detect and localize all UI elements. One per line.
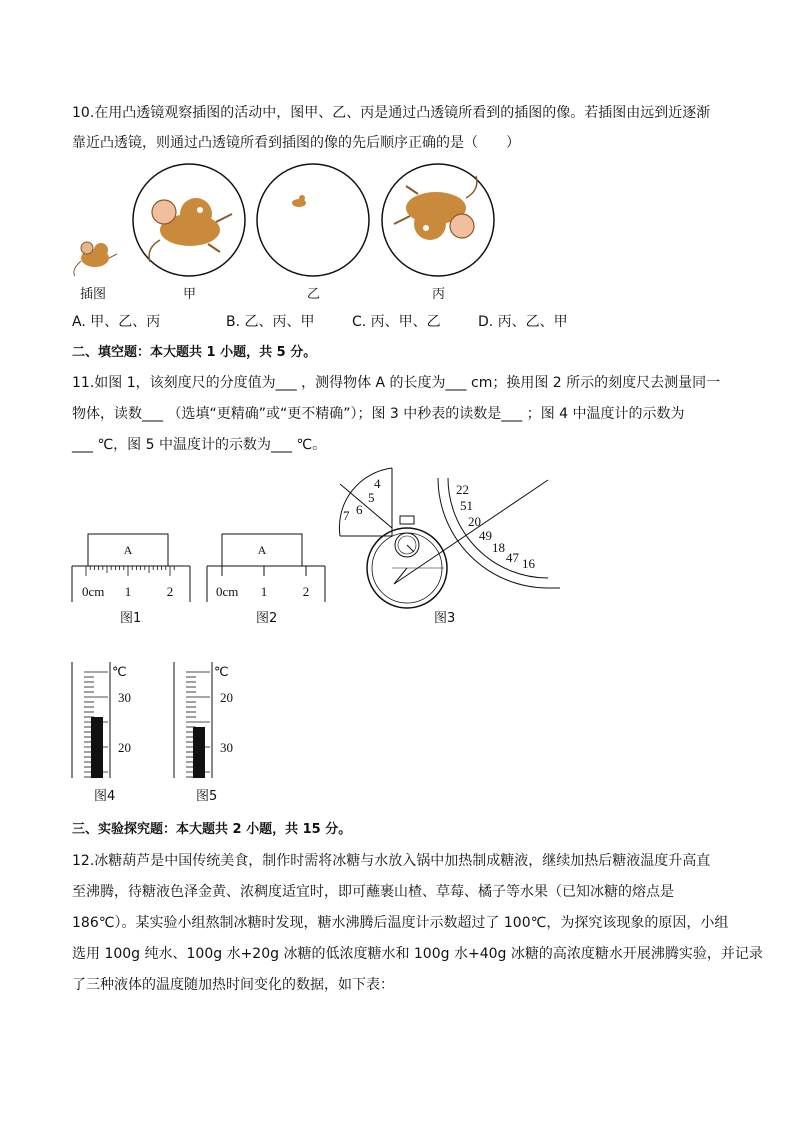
fig3-right-16: 16	[522, 556, 535, 571]
fig-label-bing: 丙	[432, 287, 446, 302]
fig3-right-49: 49	[479, 528, 492, 543]
fig-label-yi: 乙	[307, 287, 321, 302]
q10-line2: 靠近凸透镜，则通过凸透镜所看到插图的像的先后顺序正确的是（ ）	[72, 135, 520, 151]
fig4-tick-30: 30	[118, 690, 131, 705]
q11-line3: ___ ℃，图 5 中温度计的示数为___ ℃。	[72, 437, 327, 453]
q10-option-c: C. 丙、甲、乙	[352, 314, 441, 330]
fig3-right-51: 51	[460, 498, 473, 513]
q10-line1: 10.在用凸透镜观察插图的活动中，图甲、乙、丙是通过凸透镜所看到的插图的像。若插图由远到近逐渐	[72, 105, 711, 121]
fig1-label: 图1	[120, 611, 142, 626]
fig2-label: 图2	[256, 611, 278, 626]
fig2-tick-2: 2	[302, 584, 310, 599]
section3-title: 三、实验探究题：本大题共 2 小题，共 15 分。	[72, 822, 352, 837]
q11-line1: 11.如图 1，该刻度尺的分度值为___ ，测得物体 A 的长度为___ cm；换用图 2 所示的刻度尺去测量同一	[72, 375, 721, 391]
fig2-tick-1: 1	[260, 584, 268, 599]
fig-label-jia: 甲	[183, 287, 197, 302]
fig1-tick-2: 2	[166, 584, 174, 599]
fig3-right-47: 47	[506, 550, 519, 565]
fig3-right-22: 22	[456, 482, 469, 497]
fig3-label: 图3	[434, 611, 456, 626]
fig3-left-6: 6	[356, 502, 363, 517]
fig3-left-7: 7	[343, 508, 350, 523]
q12-line4: 选用 100g 纯水、100g 水+20g 冰糖的低浓度糖水和 100g 水+40g 冰糖的高浓度糖水开展沸腾实验，并记录	[72, 946, 763, 962]
q10-option-b: B. 乙、丙、甲	[226, 314, 315, 330]
fig3-left-5: 5	[368, 490, 375, 505]
fig2-tick-0: 0cm	[216, 584, 239, 599]
fig-label-illustration: 插图	[80, 287, 107, 302]
q11-line2: 物体，读数___ （选填“更精确”或“更不精确”）；图 3 中秒表的读数是___ ；图 4 中温度计的示数为	[72, 406, 685, 422]
q12-line3: 186℃）。某实验小组熬制冰糖时发现，糖水沸腾后温度计示数超过了 100℃，为探究该现象的原因，小组	[72, 915, 729, 931]
fig5-tick-30: 30	[220, 740, 233, 755]
thermometer-fig4	[72, 662, 131, 778]
fig3-right-20: 20	[468, 514, 481, 529]
fig1-block-label: A	[123, 543, 133, 557]
fig5-label: 图5	[196, 789, 218, 804]
q12-line5: 了三种液体的温度随加热时间变化的数据，如下表：	[72, 977, 394, 993]
section2-title: 二、填空题：本大题共 1 小题，共 5 分。	[72, 345, 317, 360]
fig4-unit: ℃	[112, 664, 127, 679]
fig4-label: 图4	[94, 789, 116, 804]
fig4-tick-20: 20	[118, 740, 131, 755]
fig5-tick-20: 20	[220, 690, 233, 705]
fig5-unit: ℃	[214, 664, 229, 679]
fig1-tick-0: 0cm	[82, 584, 105, 599]
fig2-block-label: A	[257, 543, 267, 557]
fig1-tick-1: 1	[124, 584, 132, 599]
fig3-right-18: 18	[492, 540, 505, 555]
q12-line2: 至沸腾，待糖液色泽金黄、浓稠度适宜时，即可蘸裹山楂、草莓、橘子等水果（已知冰糖的熔点是	[72, 884, 674, 900]
q10-option-d: D. 丙、乙、甲	[478, 314, 568, 330]
q10-option-a: A. 甲、乙、丙	[72, 314, 161, 330]
q12-line1: 12.冰糖葫芦是中国传统美食，制作时需将冰糖与水放入锅中加热制成糖液，继续加热后糖液温度升高直	[72, 853, 711, 869]
thermometer-fig5	[174, 662, 233, 778]
fig3-left-4: 4	[374, 476, 381, 491]
